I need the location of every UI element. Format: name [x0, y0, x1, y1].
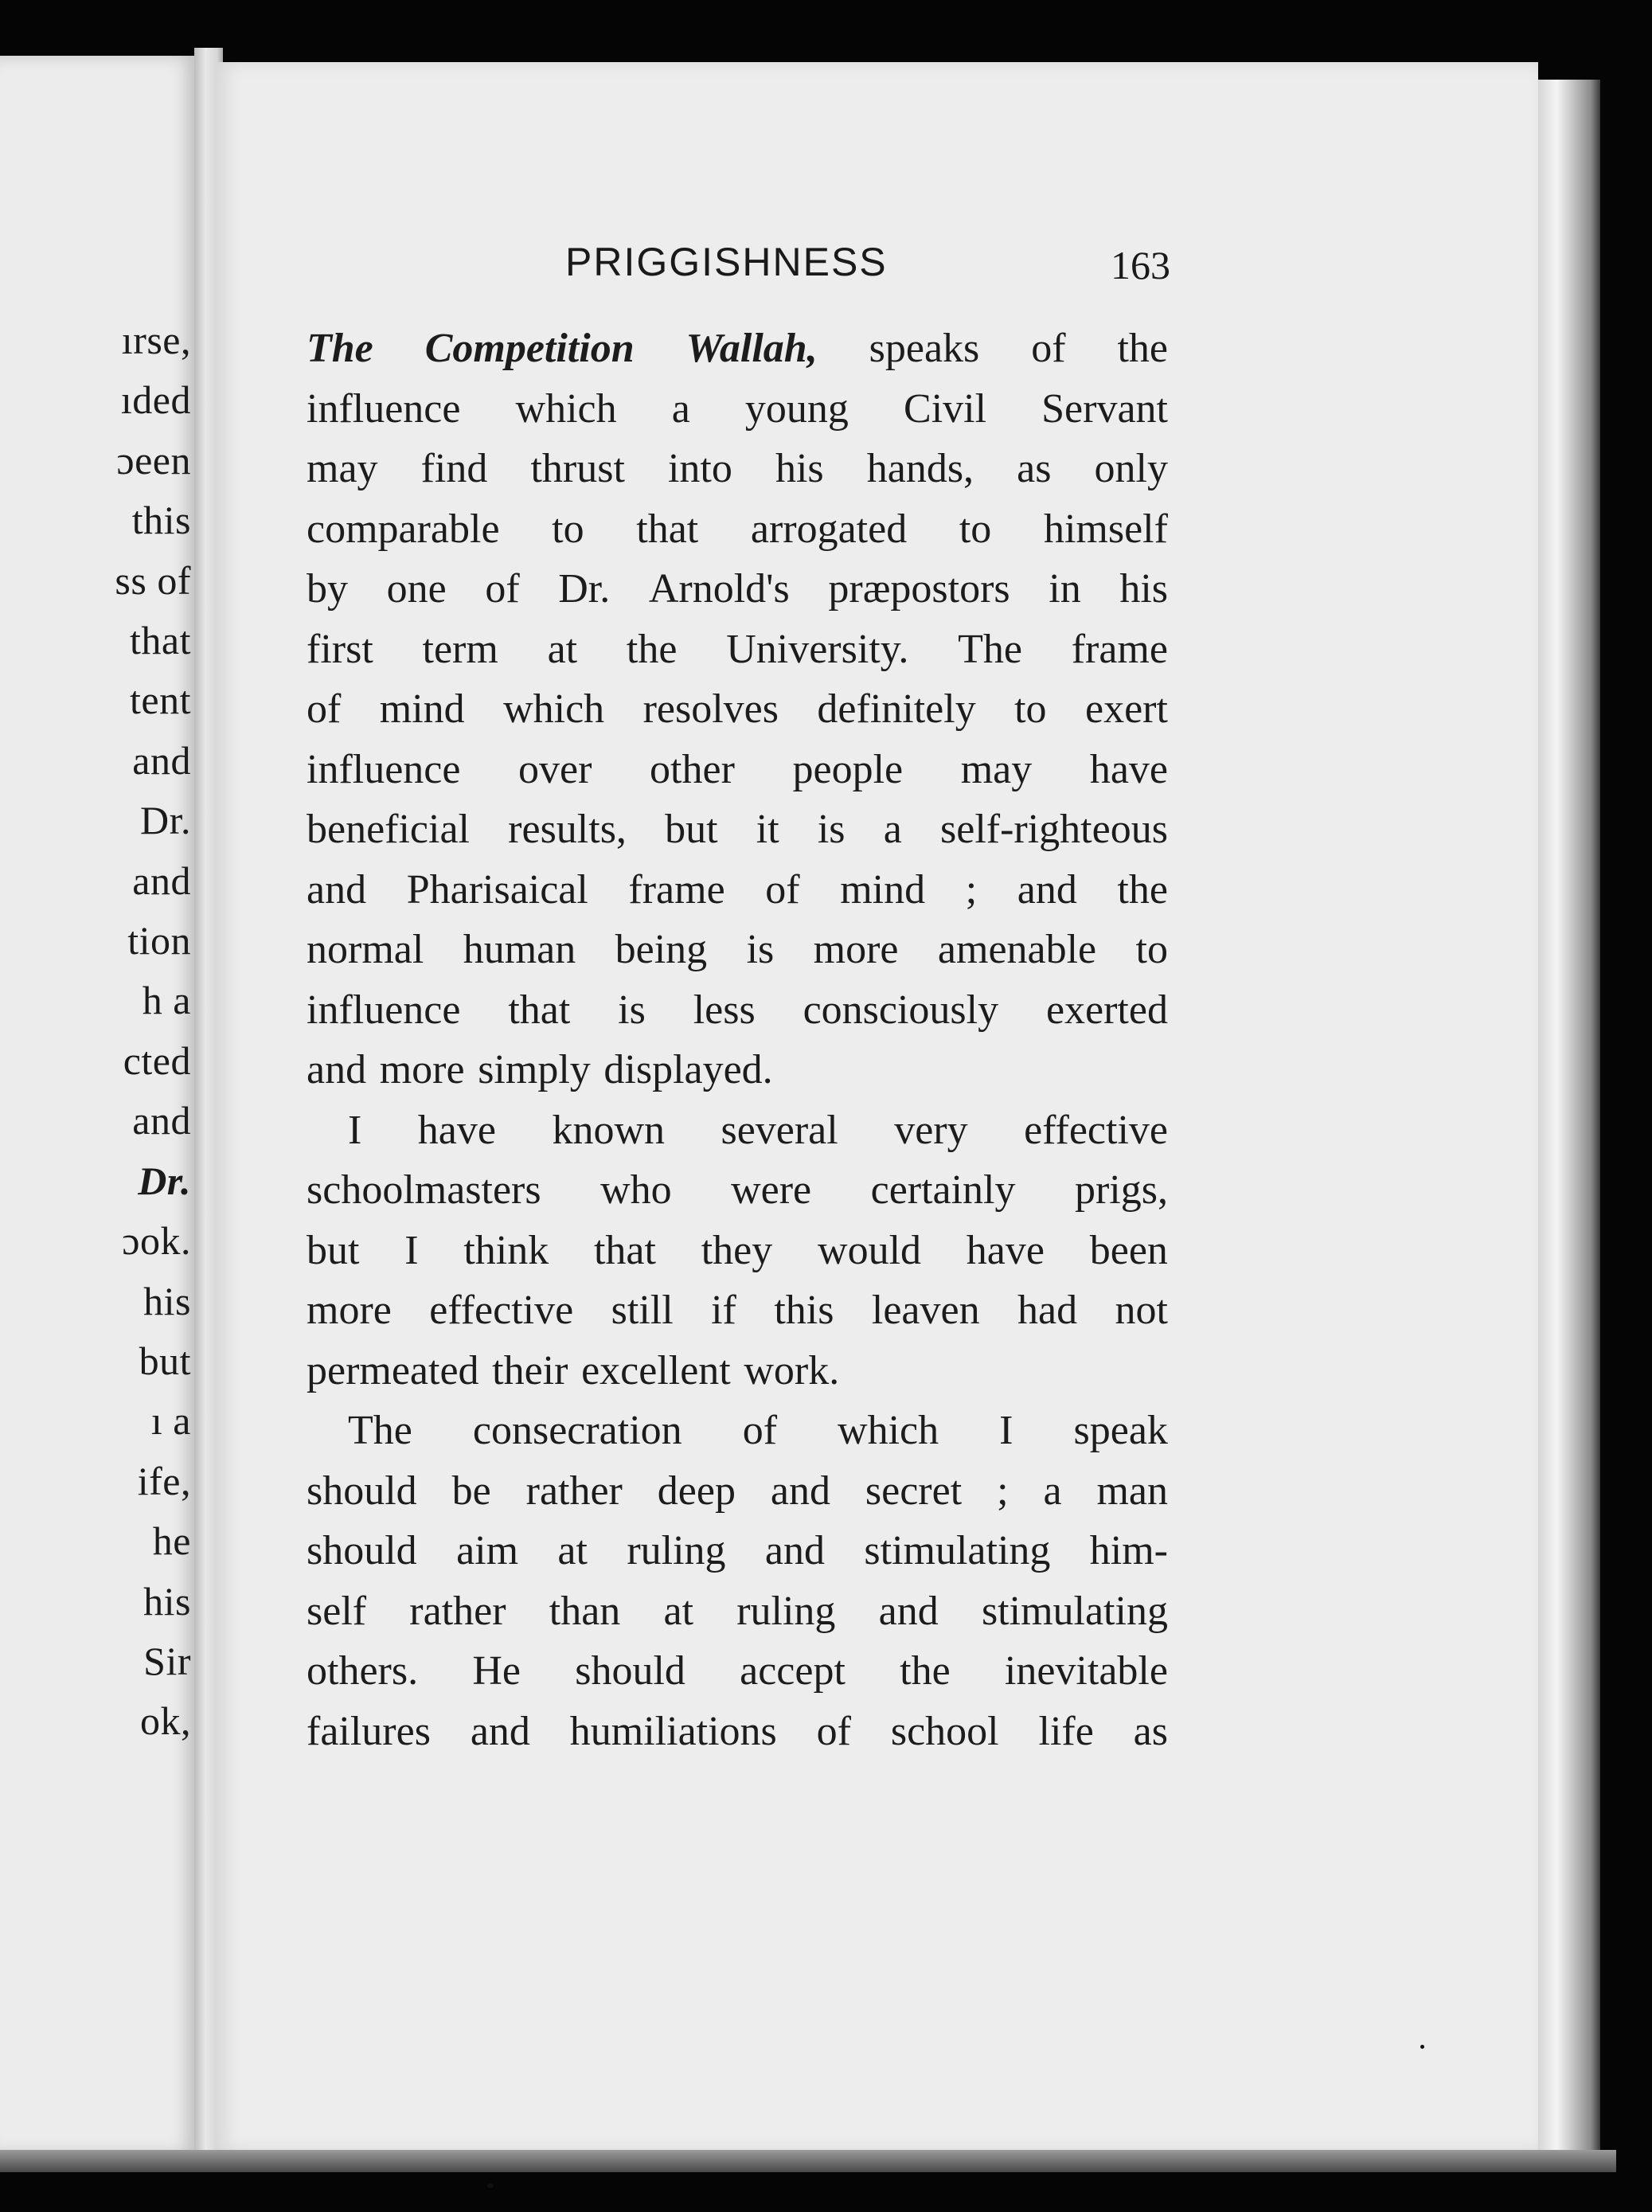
word: of — [1031, 326, 1066, 371]
word: frame — [1071, 626, 1168, 672]
word: and — [770, 1468, 830, 1514]
word: effective — [429, 1288, 574, 1333]
word: consecration — [472, 1408, 682, 1453]
word: think — [463, 1227, 549, 1273]
word: inevitable — [1004, 1648, 1168, 1694]
word: their — [492, 1347, 568, 1393]
page-number: 163 — [1111, 243, 1170, 287]
word: school — [890, 1708, 999, 1754]
left-page-text — [115, 311, 191, 1752]
word: definitely — [817, 686, 976, 732]
word: The — [348, 1408, 412, 1453]
word: stimulating — [864, 1528, 1051, 1573]
word: less — [693, 987, 756, 1033]
text-line — [307, 1702, 1168, 1762]
running-head — [318, 239, 1170, 295]
page-edge — [1538, 80, 1600, 2158]
text-line — [307, 1160, 1168, 1221]
word: in — [1049, 566, 1081, 612]
word: is — [618, 987, 646, 1033]
word: excellent — [581, 1347, 731, 1393]
word: the — [626, 626, 678, 672]
word: himself — [1043, 506, 1168, 552]
word: to — [1135, 927, 1168, 972]
word: comparable — [307, 506, 500, 552]
word: man — [1096, 1468, 1168, 1514]
word: it — [756, 807, 779, 852]
word: known — [552, 1107, 665, 1153]
word: be — [451, 1468, 491, 1514]
word: the — [1117, 326, 1168, 371]
word: people — [792, 746, 904, 792]
word: several — [721, 1107, 838, 1153]
word: human — [463, 927, 576, 972]
word: self-righteous — [940, 807, 1168, 852]
left-page — [0, 56, 205, 2154]
word: find — [420, 446, 488, 491]
word: at — [663, 1588, 694, 1634]
word: being — [615, 927, 708, 972]
word: of — [765, 866, 800, 913]
word: consciously — [803, 987, 999, 1033]
word: as — [1133, 1708, 1168, 1754]
word: who — [600, 1167, 672, 1213]
word: ; — [965, 866, 978, 913]
word: were — [731, 1167, 812, 1213]
left-page-line: ss of — [115, 557, 191, 603]
word: Dr. — [558, 566, 611, 612]
word: mind — [840, 866, 926, 913]
word: first — [307, 626, 373, 672]
word: ruling — [627, 1528, 726, 1573]
word: more — [813, 927, 899, 972]
left-page-line: tion — [127, 918, 191, 963]
word: at — [547, 626, 578, 672]
word: they — [701, 1227, 773, 1273]
word: Competition — [424, 326, 635, 371]
word: but — [665, 807, 718, 852]
word: accept — [740, 1648, 846, 1694]
word: rather — [525, 1468, 623, 1514]
word: humiliations — [569, 1708, 777, 1754]
left-page-line: he — [152, 1518, 191, 1564]
body-text — [307, 319, 1168, 1761]
word: young — [744, 385, 849, 432]
left-page-line: ı a — [150, 1398, 191, 1444]
word: to — [552, 506, 584, 552]
word: influence — [307, 746, 461, 792]
word: frame — [628, 866, 725, 913]
word: which — [515, 385, 617, 432]
word: thrust — [530, 446, 625, 491]
word: as — [1017, 446, 1052, 491]
word: speak — [1073, 1408, 1168, 1453]
word: ruling — [736, 1588, 836, 1634]
text-line — [307, 1401, 1168, 1461]
word: of — [485, 566, 520, 612]
left-page-line: ɔok. — [122, 1218, 191, 1264]
text-line — [307, 1641, 1168, 1702]
word: a — [883, 807, 902, 852]
text-line — [307, 499, 1168, 560]
text-line — [307, 1280, 1168, 1341]
word: Civil — [904, 385, 987, 432]
word: still — [611, 1288, 674, 1333]
word: this — [774, 1288, 834, 1333]
word: is — [817, 807, 846, 852]
text-line — [307, 1521, 1168, 1581]
word: amenable — [937, 927, 1097, 972]
word: leaven — [871, 1288, 980, 1333]
word: to — [1014, 686, 1047, 732]
word: I — [404, 1227, 419, 1273]
text-line — [307, 1581, 1168, 1642]
left-page-line: his — [143, 1278, 191, 1323]
left-page-line: cted — [123, 1038, 191, 1083]
word: of — [816, 1708, 851, 1754]
word: speaks — [869, 326, 980, 371]
word: and — [878, 1588, 939, 1634]
text-line — [307, 319, 1168, 379]
word: to — [959, 506, 992, 552]
word: certainly — [870, 1167, 1016, 1213]
word: over — [518, 746, 592, 792]
word: that — [593, 1227, 656, 1273]
word: but — [307, 1227, 360, 1273]
word: have — [417, 1107, 496, 1153]
word: life — [1038, 1708, 1094, 1754]
word: have — [966, 1227, 1045, 1273]
dust-speck — [487, 2183, 494, 2188]
word: resolves — [642, 686, 779, 732]
word: influence — [307, 987, 461, 1033]
text-line — [307, 619, 1168, 680]
word: and — [307, 1047, 367, 1092]
word: not — [1115, 1288, 1168, 1333]
word: permeated — [307, 1347, 479, 1393]
word: more — [307, 1288, 392, 1333]
left-page-line: ɔeen — [116, 437, 191, 483]
word: into — [667, 446, 732, 491]
word: other — [650, 746, 735, 792]
word: exerted — [1045, 987, 1168, 1033]
word: prigs, — [1074, 1167, 1168, 1213]
word: been — [1089, 1227, 1168, 1273]
left-page-line: this — [131, 498, 191, 543]
word: would — [818, 1227, 922, 1273]
word: Arnold's — [648, 566, 790, 612]
word: have — [1089, 746, 1168, 792]
left-page-line: Sir — [143, 1638, 191, 1683]
word: The — [958, 626, 1022, 672]
word: schoolmasters — [307, 1167, 541, 1213]
text-line — [307, 379, 1168, 440]
left-page-line: but — [139, 1338, 191, 1383]
left-page-line: Dr. — [140, 798, 191, 843]
word: He — [472, 1648, 521, 1694]
word: ; — [997, 1468, 1009, 1514]
word: that — [636, 506, 699, 552]
word: which — [838, 1408, 939, 1453]
text-line — [307, 1461, 1168, 1522]
left-page-line: that — [130, 618, 191, 663]
book-bottom-edge — [0, 2150, 1616, 2172]
word: should — [307, 1468, 417, 1514]
word: hands, — [866, 446, 974, 491]
left-page-line: ırse, — [121, 318, 191, 362]
text-line — [307, 920, 1168, 980]
left-page-line: tent — [130, 678, 191, 723]
word: and — [470, 1708, 530, 1754]
text-line — [307, 980, 1168, 1041]
word: secret — [865, 1468, 963, 1514]
word: aim — [456, 1528, 519, 1573]
dust-speck — [1420, 2045, 1424, 2049]
word: mind — [379, 686, 465, 732]
word: Wallah, — [685, 326, 818, 371]
word: a — [671, 385, 690, 432]
word: if — [711, 1288, 736, 1333]
word: the — [1117, 866, 1168, 913]
text-line — [307, 439, 1168, 499]
word: is — [746, 927, 775, 972]
word: the — [900, 1648, 951, 1694]
text-line — [307, 1221, 1168, 1281]
word: term — [422, 626, 498, 672]
word: Pharisaical — [406, 866, 588, 913]
left-page-line: his — [143, 1578, 191, 1624]
text-line — [307, 740, 1168, 800]
text-line — [307, 1040, 1168, 1100]
word: influence — [307, 385, 461, 432]
word: which — [503, 686, 605, 732]
left-page-line: and — [132, 737, 191, 783]
word: should — [307, 1528, 417, 1573]
left-page-line: ife, — [137, 1458, 191, 1503]
word: his — [1119, 566, 1168, 612]
word: may — [307, 446, 378, 491]
word: his — [775, 446, 824, 491]
word: The — [307, 326, 373, 371]
word: by — [307, 566, 348, 612]
word: simply — [478, 1047, 591, 1092]
word: than — [549, 1588, 621, 1634]
word: may — [960, 746, 1033, 792]
left-page-line: and — [132, 1098, 191, 1143]
word: had — [1017, 1288, 1078, 1333]
text-line — [307, 1341, 1168, 1401]
word: at — [557, 1528, 588, 1573]
word: should — [575, 1648, 685, 1694]
left-page-line: ıded — [120, 377, 191, 423]
word: deep — [657, 1468, 736, 1514]
left-page-line: Dr. — [138, 1158, 191, 1203]
word: stimulating — [981, 1588, 1168, 1634]
word: I — [999, 1408, 1013, 1453]
word: normal — [307, 927, 424, 972]
text-line — [307, 559, 1168, 619]
text-line — [307, 679, 1168, 740]
word: more — [379, 1047, 465, 1092]
text-line — [307, 860, 1168, 920]
word: exert — [1084, 686, 1168, 732]
word: and — [764, 1528, 826, 1573]
text-line — [307, 1100, 1168, 1161]
word: that — [508, 987, 571, 1033]
word: effective — [1024, 1107, 1168, 1153]
text-line — [307, 799, 1168, 860]
word: very — [894, 1107, 968, 1153]
word: of — [742, 1408, 778, 1453]
word: University. — [726, 626, 909, 672]
word: rather — [409, 1588, 506, 1634]
left-page-line: ok, — [140, 1698, 191, 1744]
word: præpostors — [828, 566, 1010, 612]
left-page-line: and — [132, 858, 191, 903]
word: displayed. — [603, 1047, 773, 1092]
word: others. — [307, 1648, 419, 1694]
word: beneficial — [307, 807, 470, 852]
word: of — [307, 686, 342, 732]
word: Servant — [1041, 385, 1168, 432]
word: work. — [744, 1347, 840, 1393]
word: and — [1017, 866, 1077, 913]
word: only — [1094, 446, 1168, 491]
word: and — [307, 866, 367, 913]
word: one — [386, 566, 447, 612]
word: self — [307, 1588, 367, 1634]
word: failures — [307, 1708, 431, 1754]
word: I — [348, 1107, 362, 1153]
word: a — [1043, 1468, 1062, 1514]
left-page-line: h a — [142, 978, 191, 1023]
word: arrogated — [750, 506, 908, 552]
word: him- — [1089, 1528, 1168, 1573]
word: results, — [508, 807, 627, 852]
running-title: PRIGGISHNESS — [565, 240, 888, 284]
